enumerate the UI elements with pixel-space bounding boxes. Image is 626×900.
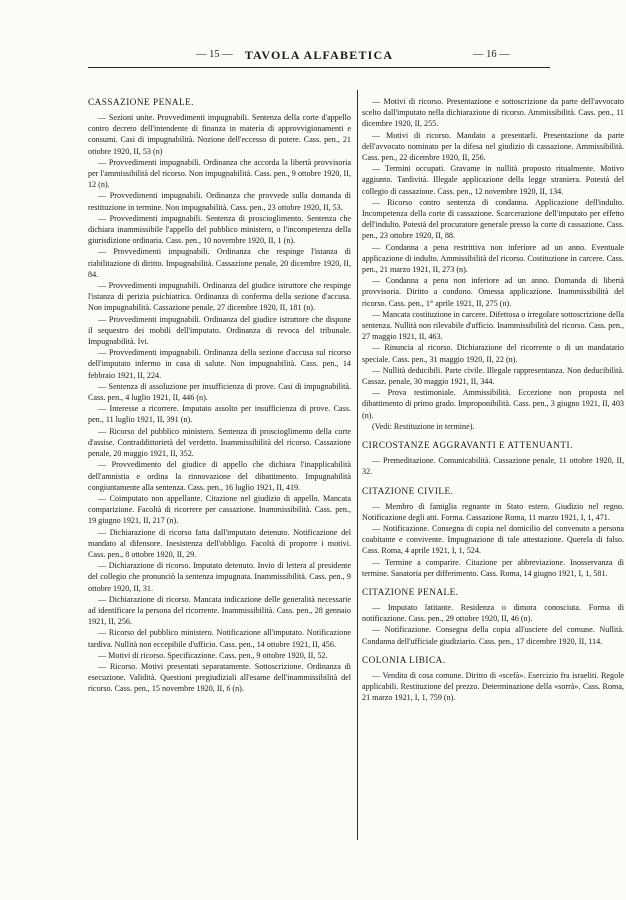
index-entry: — Coimputato non appellante. Citazione nel giudizio di appello. Mancata comparizione. Facoltà di ricorrere per cassazione. Inammissibilità. Cass. pen., 19 giugno 1921, II, 217 (n). <box>88 493 351 526</box>
section-heading: CASSAZIONE PENALE. <box>88 97 194 107</box>
index-entry: — Motivi di ricorso. Mandato a presentarli. Presentazione da parte dell'avvocato nominato per la difesa nel giudizio di cassazione. Ammissibilità. Cass. pen., 22 dicembre 1920, II, 256. <box>362 130 624 163</box>
page-header <box>88 48 550 64</box>
section-gap <box>362 647 624 654</box>
index-entry: — Dichiarazione di ricorso. Imputato detenuto. Invio di lettera al presidente del collegio che pronunciò la sentenza impugnata. Inammissibilità. Cass. pen., 9 ottobre 1920, II, 31. <box>88 561 351 593</box>
index-entry: — Membro di famiglia regnante in Stato estero. Giudizio nel regno. Notificazione degli atti. Forma. Cassazione Roma, 11 marzo 1921, I, 1, 471. <box>362 501 624 522</box>
index-entry: — Dichiarazione di ricorso fatta dall'imputato detenuto. Notificazione del mandato al difensore. Inesistenza dell'obbligo. Facoltà di proporre i motivi. Cass. pen., 8 ottobre 1920, II, 29. <box>88 527 351 559</box>
index-entry: — Provvedimenti impugnabili. Sentenza di proscioglimento. Sentenza che dichiara inammissibile l'appello del pubblico ministero, o l'incompetenza della giurisdizione ordinaria. Cass. pen., 10 novembre 1920, II, 1 (n). <box>88 213 351 246</box>
column-divider <box>357 90 358 840</box>
index-entry: — Notificazione. Consegna della copia all'usciere del comune. Nullità. Condanna dell'ufficiale giudiziario. Cass. pen., 17 dicembre 1920, II, 114. <box>362 625 624 646</box>
index-entry: — Vendita di cosa comune. Diritto di «scefà». Esercizio fra israeliti. Regole applicabili. Restituzione del prezzo. Determinazione della «sorrà». Cass. Roma, 21 marzo 1921, I, 1, 759 (n). <box>362 670 624 703</box>
index-entry: — Dichiarazione di ricorso. Mancata indicazione delle generalità necessarie ad identificare la persona del ricorrente. Inammissibilità. Cass. pen., 28 gennaio 1921, II, 256. <box>88 594 351 627</box>
section-gap <box>362 432 624 439</box>
left-column <box>88 96 351 695</box>
index-entry: — Provvedimenti impugnabili. Ordinanza che respinge l'istanza di riabilitazione di diritto. Impugnabilità. Cassazione penale, 20 dicembre 1920, II, 84. <box>88 247 351 279</box>
section-heading: CIRCOSTANZE AGGRAVANTI E ATTENUANTI. <box>362 440 573 451</box>
index-entry: — Ricorso del pubblico ministero. Sentenza di proscioglimento della corte d'assise. Contraddittorietà del verdetto. Inammissibilità del ricorso. Cassazione penale, 20 maggio 1921, II, 352. <box>88 426 351 459</box>
index-entry: — Provvedimenti impugnabili. Ordinanza che provvede sulla domanda di restituzione in termine. Non impugnabilità. Cass. pen., 23 ottobre 1920, II, 53. <box>88 191 351 212</box>
section-heading: COLONIA LIBICA. <box>362 654 446 665</box>
index-entry: — Ricorso contro sentenza di condanna. Applicazione dell'indulto. Incompetenza della corte di cassazione. Scarcerazione dell'imputato per effetto dell'indulto. Potestà del procuratore generale presso la corte di cassazione. Cass. pen., 23 ottobre 1920, II, 88. <box>362 197 624 241</box>
index-entry: — Condanna a pena non inferiore ad un anno. Domanda di libertà provvisoria. Diritto a condono. Omessa applicazione. Inammissibilità del ricorso. Cass. pen., 1° aprile 1921, II, 275 (n). <box>362 276 624 308</box>
index-entry: — Ricorso. Motivi presentati separatamente. Sottoscrizione. Ordinanza di esecuzione. Validità. Questioni pregiudiziali all'esame dell'inammissibilità del ricorso. Cass. pen., 15 novembre 1920, II, 6 (n). <box>88 661 351 694</box>
index-entry: — Termini occupati. Gravame in nullità proposto ritualmente. Motivo aggiunto. Tardività. Illegale applicazione della legge straniera. Potestà del collegio di cassazione. Cass. pen., 12 novembre 1920, II, 134. <box>362 164 624 196</box>
section-heading: CITAZIONE PENALE. <box>362 586 459 597</box>
page-number-right: — 16 — <box>473 49 510 60</box>
index-entry: — Sentenza di assoluzione per insufficienza di prove. Casi di impugnabilità. Cass. pen., 4 luglio 1921, II, 446 (n). <box>88 381 351 403</box>
index-entry: — Notificazione. Consegna di copia nel domicilio del convenuto a persona coabitante e convivente. Impugnazione di tale attestazione. Querela di falso. Cass. Roma, 4 aprile 1921, I, 1, 524. <box>362 523 624 556</box>
index-entry: — Nullità deducibili. Parte civile. Illegale rappresentanza. Non deducibilità. Cassaz. penale, 30 maggio 1921, II, 344. <box>362 365 624 387</box>
index-entry: — Mancata costituzione in carcere. Difettosa o irregolare sottoscrizione della sentenza. Nullità non rilevabile d'ufficio. Inammissibilità del ricorso. Cass. pen., 27 maggio 1921, II, 463. <box>362 309 624 342</box>
index-entry: — Termine a comparire. Citazione per abbreviazione. Inosservanza di termine. Sanatoria per differimento. Cass. Roma, 14 giugno 1921, I, 1, 581. <box>362 557 624 578</box>
index-entry: — Prova testimoniale. Ammissibilità. Eccezione non proposta nel dibattimento di primo grado. Improponibilità. Cass. pen., 3 giugno 1921, II, 403 (n). <box>362 388 624 420</box>
page-number-left: — 15 — <box>196 49 233 60</box>
section-gap <box>362 478 624 485</box>
index-entry: — Provvedimenti impugnabili. Ordinanza del giudice istruttore che dispone il sequestro dei mobili dell'imputato. Ordinanza di revoca del tribunale. Impugnabilità. Ivi. <box>88 314 351 347</box>
section-heading: CITAZIONE CIVILE. <box>362 485 454 496</box>
index-entry: (Vedi: Restituzione in termine). <box>372 421 475 431</box>
index-entry: — Premeditazione. Comunicabilità. Cassazione penale, 11 ottobre 1920, II, 32. <box>362 456 624 477</box>
index-entry: — Provvedimenti impugnabili. Ordinanza del giudice istruttore che respinge l'istanza di perizia psichiatrica. Ordinanza di conferma della sezione d'accusa. Non impugnabilità. Cassazione penale, 27 dicembre 1920, II, 181 (n). <box>88 281 351 313</box>
index-entry: — Motivi di ricorso. Presentazione e sottoscrizione da parte dell'avvocato scelto dall'imputato nella dichiarazione di ricorso. Ammissibilità. Cass. pen., 11 dicembre 1920, II, 255. <box>362 97 624 129</box>
index-entry: — Ricorso del pubblico ministero. Notificazione all'imputato. Notificazione tardiva. Nullità non eccepibile d'ufficio. Cass. pen., 14 ottobre 1921, II, 456. <box>88 628 351 649</box>
index-entry: — Imputato latitante. Residenza o dimora conosciuta. Forma di notificazione. Cass. pen., 29 ottobre 1920, II, 46 (n). <box>362 602 624 624</box>
index-entry: — Condanna a pena restrittiva non inferiore ad un anno. Eventuale applicazione di indulto. Ammissibilità del ricorso. Costituzione in carcere. Cass. pen., 21 marzo 1921, II, 273 (n). <box>362 242 624 275</box>
header-rule <box>88 67 550 68</box>
index-entry: — Provvedimento del giudice di appello che dichiara l'inapplicabilità dell'amnistia e ordina la rinnovazione del dibattimento. Impugnabilità congiuntamente alla sentenza. Cass. pen., 16 luglio 1921, II, 419. <box>88 460 351 492</box>
index-entry: — Sezioni unite. Provvedimenti impugnabili. Sentenza della corte d'appello contro decreto dell'intendente di finanza in materia di approvvigionamenti e consumi. Casi di impugnabilità. Nozione dell'eccesso di potere. Cass. pen., 21 ottobre 1920, II, 53 (n) <box>88 113 351 156</box>
index-entry: — Provvedimenti impugnabili. Ordinanza della sezione d'accusa sul ricorso dell'imputato infermo in casa di salute. Non impugnabilità. Cass. pen., 14 febbraio 1921, II, 224. <box>88 348 351 380</box>
index-entry: — Interesse a ricorrere. Imputato assolto per insufficienza di prove. Cass. pen., 11 luglio 1921, II, 391 (n). <box>88 404 351 425</box>
index-entry: — Motivi di ricorso. Specificazione. Cass. pen., 9 ottobre 1920, II, 52. <box>98 650 328 660</box>
page-title: TAVOLA ALFABETICA <box>244 48 394 62</box>
index-entry: — Rinuncia al ricorso. Dichiarazione del ricorrente o di un mandatario speciale. Cass. pen., 31 maggio 1920, II, 22 (n). <box>362 343 624 364</box>
section-gap <box>362 579 624 586</box>
right-column <box>362 96 624 703</box>
index-entry: — Provvedimenti impugnabili. Ordinanza che accorda la libertà provvisoria per l'ammissibilità del ricorso. Non impugnabilità. Cass. pen., 9 ottobre 1920, II, 12 (n). <box>88 157 351 190</box>
